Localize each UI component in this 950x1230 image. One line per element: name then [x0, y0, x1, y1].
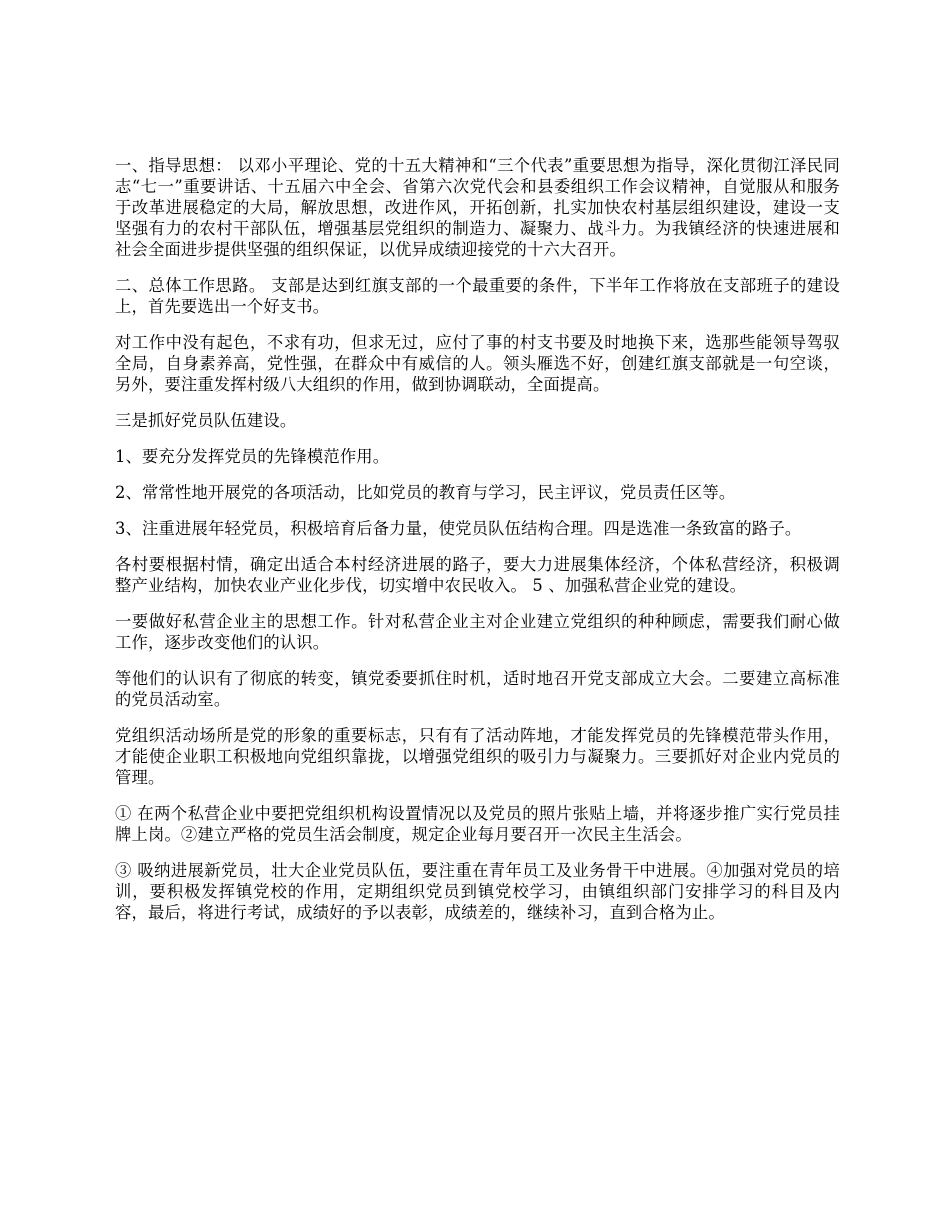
document-body — [115, 155, 840, 938]
paragraph-member-management: ① 在两个私营企业中要把党组织机构设置情况以及党员的照片张贴上墙，并将逐步推广实行党员挂牌上岗。②建立严格的党员生活会制度，规定企业每月要召开一次民主生活会。 — [115, 804, 840, 844]
paragraph-village-economy: 各村要根据村情，确定出适合本村经济进展的路子，要大力进展集体经济，个体私营经济，积极调整产业结构，加快农业产业化步伐，切实增中农民收入。 5 、加强私营企业党的建设。 — [115, 555, 840, 595]
paragraph-branch-establishment: 等他们的认识有了彻底的转变，镇党委要抓住时机，适时地召开党支部成立大会。二要建立高标准的党员活动室。 — [115, 669, 840, 709]
paragraph-item-2: 2、常常性地开展党的各项活动，比如党员的教育与学习，民主评议，党员责任区等。 — [115, 483, 736, 502]
paragraph-item-3: 3、注重进展年轻党员，积极培育后备力量，使党员队伍结构合理。四是选准一条致富的路子。 — [115, 519, 802, 538]
paragraph-party-member-team: 三是抓好党员队伍建设。 — [115, 411, 297, 430]
paragraph-activity-venue: 党组织活动场所是党的形象的重要标志，只有有了活动阵地，才能发挥党员的先锋模范带头作用，才能使企业职工积极地向党组织靠拢，以增强党组织的吸引力与凝聚力。三要抓好对企业内党员的管理。 — [115, 726, 840, 787]
paragraph-guiding-ideology: 一、指导思想： 以邓小平理论、党的十五大精神和“三个代表”重要思想为指导，深化贯彻江泽民同志“七一”重要讲话、十五届六中全会、省第六次党代会和县委组织工作会议精神，自觉服从和服务于改革进展稳定的大局，解放思想，改进作风，开拓创新，扎实加快农村基层组织建设，建设一支坚强有力的农村干部队伍，增强基层党组织的制造力、凝聚力、战斗力。为我镇经济的快速进展和社会全面进步提供坚强的组织保证，以优异成绩迎接党的十六大召开。 — [115, 156, 840, 259]
paragraph-branch-secretary: 对工作中没有起色，不求有功，但求无过，应付了事的村支书要及时地换下来，选那些能领导驾驭全局，自身素养高，党性强，在群众中有威信的人。领头雁选不好，创建红旗支部就是一句空谈，另外，要注重发挥村级八大组织的作用，做到协调联动，全面提高。 — [115, 333, 840, 394]
paragraph-member-training: ③ 吸纳进展新党员，壮大企业党员队伍，要注重在青年员工及业务骨干中进展。④加强对党员的培训，要积极发挥镇党校的作用，定期组织党员到镇党校学习，由镇组织部门安排学习的科目及内容，最后，将进行考试，成绩好的予以表彰，成绩差的，继续补习，直到合格为止。 — [115, 861, 840, 922]
paragraph-overall-approach: 二、总体工作思路。 支部是达到红旗支部的一个最重要的条件，下半年工作将放在支部班子的建设上，首先要选出一个好支书。 — [115, 276, 840, 316]
paragraph-private-enterprise-owners: 一要做好私营企业主的思想工作。针对私营企业主对企业建立党组织的种种顾虑，需要我们耐心做工作，逐步改变他们的认识。 — [115, 612, 840, 652]
paragraph-item-1: 1、要充分发挥党员的先锋模范作用。 — [115, 447, 390, 466]
